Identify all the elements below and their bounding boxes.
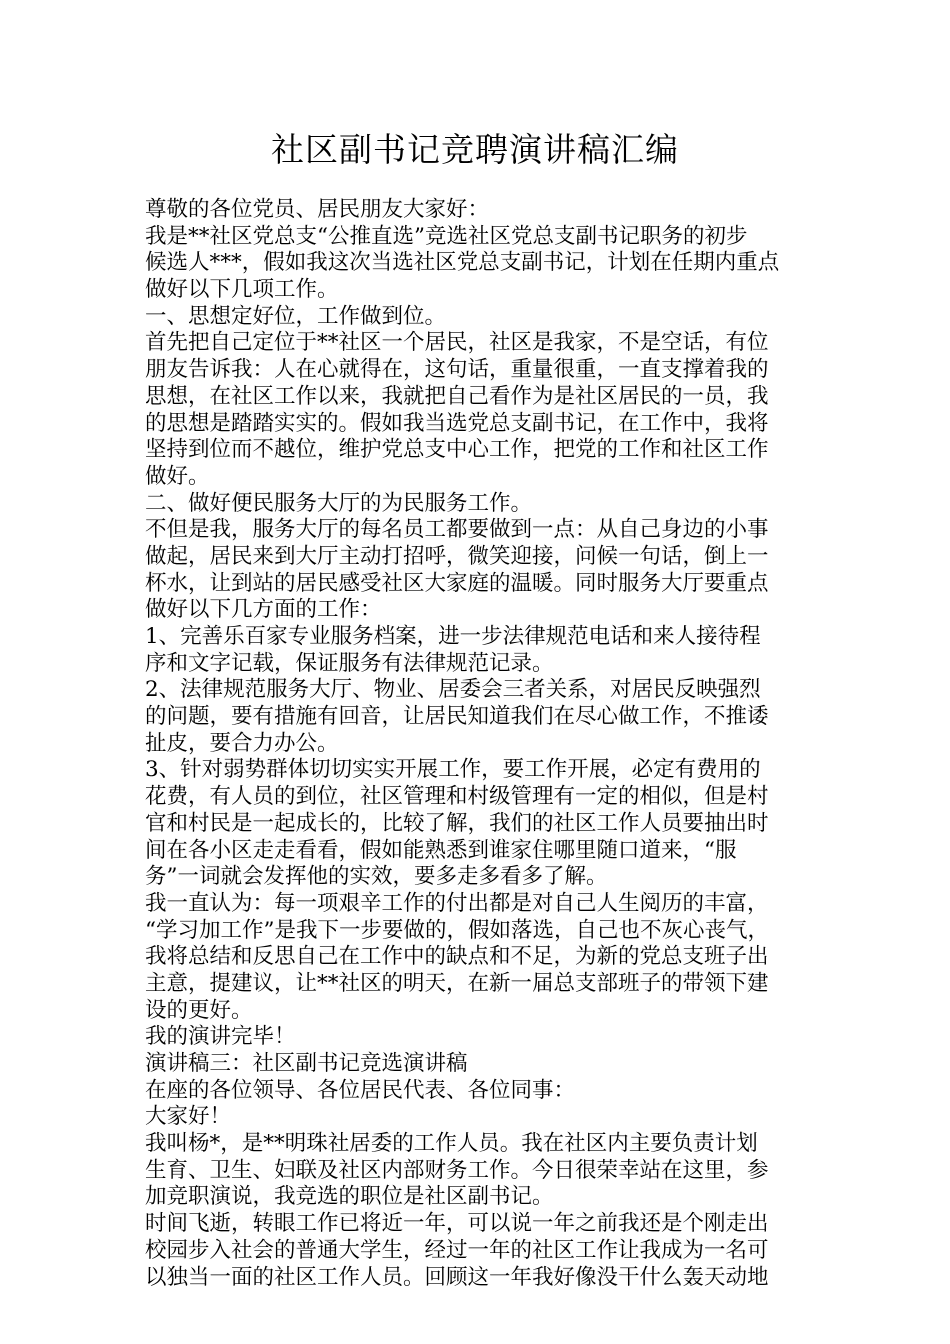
body-text-line: 首先把自己定位于**社区一个居民，社区是我家，不是空话，有位 [145,330,769,356]
body-text-line: 主意，提建议，让**社区的明天，在新一届总支部班子的带领下建 [145,970,769,996]
body-text-line: 3、针对弱势群体切切实实开展工作，要工作开展，必定有费用的 [145,757,761,783]
body-text-line: 做起，居民来到大厅主动打招呼，微笑迎接，问候一句话，倒上一 [145,543,769,569]
body-text-line: 我将总结和反思自己在工作中的缺点和不足，为新的党总支班子出 [145,944,769,970]
body-text-line: 1、完善乐百家专业服务档案，进一步法律规范电话和来人接待程 [145,624,761,649]
body-text-line: 花费，有人员的到位，社区管理和村级管理有一定的相似，但是村 [145,784,769,810]
body-text-line: “学习加工作”是我下一步要做的，假如落选，自己也不灰心丧气， [145,917,769,943]
body-text-line: 以独当一面的社区工作人员。回顾这一年我好像没干什么轰天动地 [145,1264,769,1290]
body-text-line: 杯水，让到站的居民感受社区大家庭的温暖。同时服务大厅要重点 [145,570,769,596]
body-text-line: 一、思想定好位，工作做到位。 [145,303,447,329]
body-text-line: 二、做好便民服务大厅的为民服务工作。 [145,490,533,516]
body-text-line: 设的更好。 [145,997,253,1023]
body-text-line: 坚持到位而不越位，维护党总支中心工作，把党的工作和社区工作 [145,437,769,463]
body-text-line: 我一直认为：每一项艰辛工作的付出都是对自己人生阅历的丰富， [145,890,769,916]
body-text-line: 做好以下几项工作。 [145,277,339,303]
body-text-line: 思想，在社区工作以来，我就把自己看作为是社区居民的一员，我 [145,383,769,409]
body-text-line: 候选人***，假如我这次当选社区党总支副书记，计划在任期内重点 [145,250,780,276]
body-text-line: 做好以下几方面的工作： [145,597,382,623]
body-text-line: 序和文字记载，保证服务有法律规范记录。 [145,650,554,676]
body-text-line: 间在各小区走走看看，假如能熟悉到谁家住哪里随口道来，“服 [145,837,737,863]
body-text-line: 大家好！ [145,1104,232,1130]
body-text-line: 我叫杨*，是**明珠社居委的工作人员。我在社区内主要负责计划 [145,1131,758,1157]
body-text-line: 不但是我，服务大厅的每名员工都要做到一点：从自己身边的小事 [145,517,769,543]
body-text-line: 我是**社区党总支“公推直选”竞选社区党总支副书记职务的初步 [145,223,748,249]
body-text-line: 演讲稿三：社区副书记竞选演讲稿 [145,1051,468,1076]
body-text-line: 时间飞逝，转眼工作已将近一年，可以说一年之前我还是个刚走出 [145,1211,769,1237]
document-title: 社区副书记竞聘演讲稿汇编 [271,130,679,169]
body-text-line: 加竞职演说，我竞选的职位是社区副书记。 [145,1184,554,1210]
body-text-line: 在座的各位领导、各位居民代表、各位同事： [145,1077,576,1103]
body-text-line: 我的演讲完毕！ [145,1024,296,1050]
body-text-line: 的思想是踏踏实实的。假如我当选党总支副书记，在工作中，我将 [145,410,769,436]
body-text-line: 官和村民是一起成长的，比较了解，我们的社区工作人员要抽出时 [145,810,769,836]
document-body [145,197,815,1291]
body-text-line: 2、法律规范服务大厅、物业、居委会三者关系，对居民反映强烈 [145,677,761,703]
body-text-line: 务”一词就会发挥他的实效，要多走多看多了解。 [145,864,608,890]
body-text-line: 生育、卫生、妇联及社区内部财务工作。今日很荣幸站在这里，参 [145,1157,769,1183]
body-text-line: 做好。 [145,463,210,489]
body-text-line: 朋友告诉我：人在心就得在，这句话，重量很重，一直支撑着我的 [145,357,769,383]
body-text-line: 尊敬的各位党员、居民朋友大家好： [145,197,490,222]
body-text-line: 校园步入社会的普通大学生，经过一年的社区工作让我成为一名可 [145,1237,769,1263]
body-text-line: 的问题，要有措施有回音，让居民知道我们在尽心做工作，不推诿 [145,704,769,730]
body-text-line: 扯皮，要合力办公。 [145,730,339,756]
